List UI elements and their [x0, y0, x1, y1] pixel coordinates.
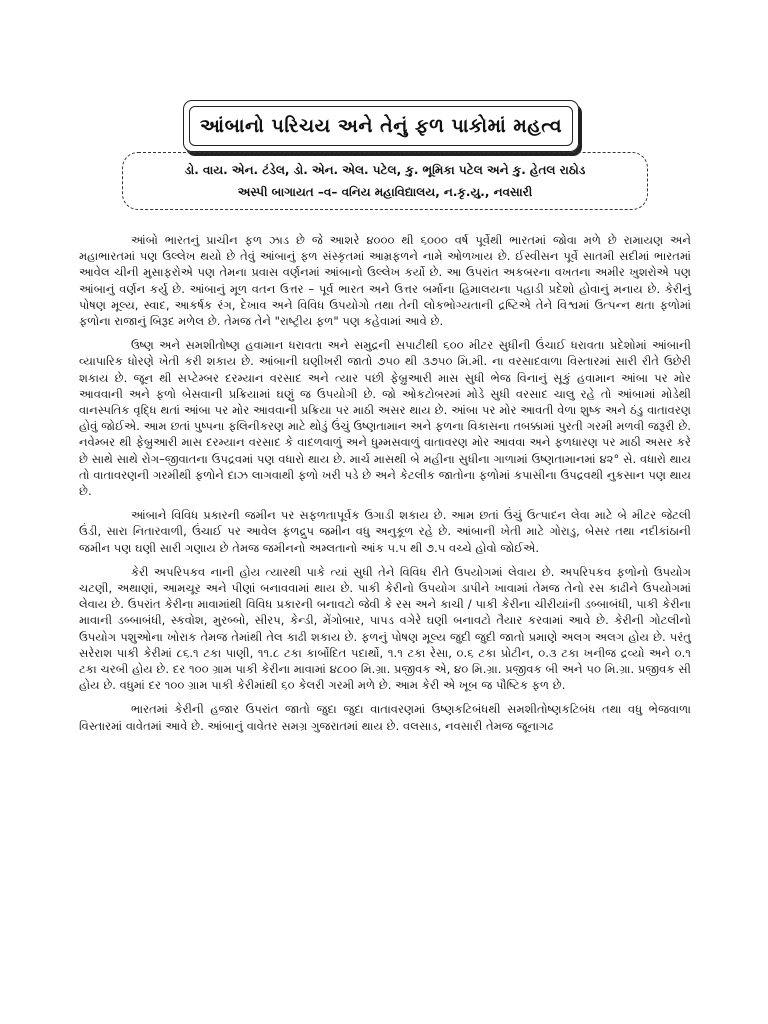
paragraph-4: કેરી અપરિપકવ નાની હોય ત્યારથી પાકે ત્યાં સુધી તેને વિવિધ રીતે ઉપયોગમાં લેવાય છે. અપરિપકવ ફળોનો ઉપયોગ ચટણી, અથાણાં, આમચૂર અને પીણાં બનાવવામાં થાય છે. પાકી કેરીનો ઉપયોગ ડાપીને ખાવામાં તેમજ તેનો રસ કાઢીને ઉપયોગમાં લેવાય છે. ઉપરાંત કેરીના માવામાંથી વિવિધ પ્રકારની બનાવટો જેવી કે રસ અને કાચી / પાકી કેરીના ચીરીયાંની ડબ્બાબંધી, પાકી કેરીના માવાની ડબ્બાબંધી, સ્કવોશ, મુરબ્બો, સીરપ, કેન્ડી, મેંગોબાર, પાપડ વગેરે ઘણી બનાવટો તૈયાર કરવામાં આવે છે. કેરીની ગોટલીનો ઉપયોગ પશુઓના ખોરાક તેમજ તેમાંથી તેલ કાઢી શકાય છે. ફળનું પોષણ મૂલ્ય જુદી જુદી જાતો પ્રમાણે અલગ અલગ હોય છે. પરંતુ સરેરાશ પાકી કેરીમાં ૮૬.૧ ટકા પાણી, ૧૧.૮ ટકા કાર્બોદિત પદાર્થો, ૧.૧ ટકા રેસા, ૦.૬ ટકા પ્રોટીન, ૦.૩ ટકા ખનીજ દ્રવ્યો અને ૦.૧ ટકા ચરબી હોય છે. દર ૧૦૦ ગ્રામ પાકી કેરીના માવામાં ૪૮૦૦ મિ.ગ્રા. પ્રજીવક એ, ૪૦ મિ.ગ્રા. પ્રજીવક બી અને ૫૦ મિ.ગ્રા. પ્રજીવક સી હોય છે. વધુમાં દર ૧૦૦ ગ્રામ પાકી કેરીમાંથી ૬૦ કેલરી ગરમી મળે છે. આમ કેરી એ ખૂબ જ પૌષ્ટિક ફળ છે. — [79, 564, 691, 693]
paragraph-1: આંબો ભારતનું પ્રાચીન ફળ ઝાડ છે જે આશરે ૪૦૦૦ થી ૬૦૦૦ વર્ષ પૂર્વેથી ભારતમાં જોવા મળે છે રામાયણ અને મહાભારતમાં પણ ઉલ્લેખ થયો છે તેવું આંબાનું ફળ સંસ્કૃતમાં આમ્રફળને નામે ઓળખાય છે. ઈસ્વીસન પૂર્વે સાતમી સદીમાં ભારતમાં આવેલ ચીની મુસાફરોએ પણ તેમના પ્રવાસ વર્ણનમાં આંબાનો ઉલ્લેખ કર્યો છે. આ ઉપરાંત અકબરના વખતના અમીર ખુશરોએ પણ આંબાનું વર્ણન કર્યુ છે. આંબાનું મૂળ વતન ઉત્તર – પૂર્વ ભારત અને ઉત્તર બર્માના હિમાલયના પહાડી પ્રદેશો હોવાનું મનાય છે. કેરીનું પોષણ મૂલ્ય, સ્વાદ, આકર્ષક રંગ, દેખાવ અને વિવિધ ઉપયોગો તથા તેની લોકભોગ્યતાની દ્રષ્ટિએ તેને વિશ્વમાં ઉત્પન્ન થતા ફળોમાં ફળોના રાજાનું બિરૂદ મળેલ છે. તેમજ તેને "રાષ્ટ્રીય ફળ" પણ કહેવામાં આવે છે. — [79, 233, 691, 329]
title-inner-frame — [189, 106, 573, 146]
authors-affiliation: અસ્પી બાગાયત –વ– વનિય મહાવિદ્યાલય, ન.કૃ.યુ., નવસારી — [237, 185, 533, 199]
authors-box — [122, 152, 648, 210]
authors-names: ડો. વાય. એન. ટંડેલ, ડો. એન. એલ. પટેલ, કુ. ભૂમિકા પટેલ અને કુ. હેતલ રાઠોડ — [184, 163, 586, 177]
paragraph-2: ઉષ્ણ અને સમશીતોષ્ણ હવામાન ધરાવતા અને સમુદ્રની સપાટીથી ૬૦૦ મીટર સુધીની ઉંચાઈ ધરાવતા પ્રદેશોમાં આંબાની વ્યાપારિક ધોરણે ખેતી કરી શકાય છે. આંબાની ઘણીખરી જાતો ૭૫૦ થી ૩૭૫૦ મિ.મી. ના વરસાદવાળા વિસ્તારમાં સારી રીતે ઉછેરી શકાય છે. જૂન થી સપ્ટેમ્બર દરમ્યાન વરસાદ અને ત્યાર પછી ફેબ્રુઆરી માસ સુધી ભેજ વિનાનું સૂકું હવામાન આંબા પર મોર આવવાની અને ફળો બેસવાની પ્રક્રિયામાં ઘણું જ ઉપયોગી છે. જો ઓકટોબરમાં મોડે સુધી વરસાદ ચાલુ રહે તો આંબામાં મોડેથી વાનસ્પતિક વૃદ્ધિ થતાં આંબા પર મોર આવવાની પ્રક્રિયા પર માઠી અસર થાય છે. આંબા પર મોર આવતી વેળા શુષ્ક અને ઠંડુ વાતાવરણ હોવું જોઈએ. આમ છતાં પુષ્પના ફલિનીકરણ માટે થોડું ઉંચું ઉષ્ણતામાન અને ફળના વિકાસના તબક્કામાં પુરતી ગરમી મળવી જરૂરી છે. નવેમ્બર થી ફેબ્રુઆરી માસ દરમ્યાન વરસાદ કે વાદળવાળું અને ધુમ્મસવાળું વાતાવરણ મોર આવવા અને ફળધારણ પર માઠી અસર કરે છે સાથે સાથે રોગ–જીવાતના ઉપદ્રવમાં પણ વધારો થાય છે. માર્ચ માસથી બે મહીના સુધીના ગાળામાં ઉષ્ણતામાનમાં ૪૨° સે. વધારો થાય તો વાતાવરણની ગરમીથી ફળોને દાઝ લાગવાથી ફળો ખરી પડે છે અને કેટલીક જાતોના ફળોમાં કપાસીના ઉપદ્રવથી નુકસાન પણ થાય છે. — [79, 338, 691, 499]
paragraph-3: આંબાને વિવિધ પ્રકારની જમીન પર સફળતાપૂર્વક ઉગાડી શકાય છે. આમ છતાં ઉંચું ઉત્પાદન લેવા માટે બે મીટર જેટલી ઉંડી, સારા નિતારવાળી, ઉંચાઈ પર આવેલ ફળદ્રુપ જમીન વધુ અનુકૂળ રહે છે. આંબાની ખેતી માટે ગોરાડુ, બેસર તથા નદીકાંઠાની જમીન પણ ઘણી સારી ગણાય છે તેમજ જમીનનો અમ્લતાનો આંક ૫.૫ થી ૭.૫ વચ્ચે હોવો જોઈએ. — [79, 508, 691, 555]
article-body — [79, 232, 691, 734]
title-box — [183, 100, 579, 152]
article-title: આંબાનો પરિચય અને તેનું ફળ પાકોમાં મહત્વ — [199, 115, 563, 137]
paragraph-5: ભારતમાં કેરીની હજાર ઉપરાંત જાતો જુદા જુદા વાતાવરણમાં ઉષ્ણકટિબંધથી સમશીતોષ્ણકટિબંધ તથા વધુ ભેજવાળા વિસ્તારમાં વાવેતમાં આવે છે. આંબાનું વાવેતર સમગ્ર ગુજરાતમાં થાય છે. વલસાડ, નવસારી તેમજ જૂનાગઢ — [79, 702, 691, 733]
